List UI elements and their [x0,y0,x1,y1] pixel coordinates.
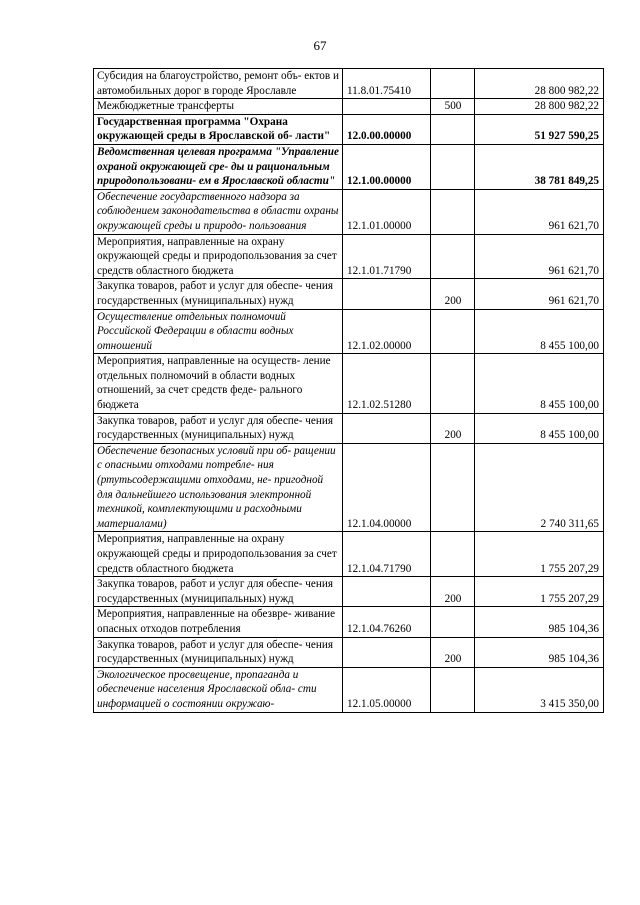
table-row [94,413,604,443]
row-sum: 28 800 982,22 [475,69,604,99]
row-name: Закупка товаров, работ и услуг для обеспе- чения государственных (муниципальных) нужд [94,637,343,667]
table-row [94,667,604,712]
row-code: 12.1.05.00000 [343,667,431,712]
table-row [94,443,604,532]
row-sum: 985 104,36 [475,637,604,667]
row-expense-type [431,189,475,234]
row-code: 12.1.04.71790 [343,532,431,577]
row-expense-type [431,69,475,99]
row-name: Осуществление отдельных полномочий Российской Федерации в области водных отношений [94,309,343,354]
row-name: Закупка товаров, работ и услуг для обеспе- чения государственных (муниципальных) нужд [94,413,343,443]
row-name: Обеспечение государственного надзора за соблюдением законодательства в области охраны окружающей среды и природо- пользования [94,189,343,234]
row-name: Мероприятия, направленные на обезвре- живание опасных отходов потребления [94,607,343,637]
row-sum: 961 621,70 [475,234,604,279]
row-expense-type: 200 [431,577,475,607]
row-expense-type [431,607,475,637]
row-name: Мероприятия, направленные на охрану окружающей среды и природопользования за счет средств областного бюджета [94,532,343,577]
row-sum: 961 621,70 [475,279,604,309]
row-expense-type [431,354,475,413]
row-expense-type [431,532,475,577]
row-code [343,577,431,607]
row-expense-type [431,234,475,279]
row-name: Обеспечение безопасных условий при об- ращении с опасными отходами потребле- ния (ртутьсодержащими отходами, не- пригодной для дальнейшего использования электронной техникой, комплектующими и расходными материалами) [94,443,343,532]
table-row [94,607,604,637]
row-expense-type [431,114,475,144]
row-sum: 51 927 590,25 [475,114,604,144]
row-name: Государственная программа "Охрана окружающей среды в Ярославской об- ласти" [94,114,343,144]
row-code: 12.1.00.00000 [343,144,431,189]
row-sum: 28 800 982,22 [475,99,604,115]
table-row [94,532,604,577]
row-code: 12.1.02.00000 [343,309,431,354]
table-row [94,354,604,413]
row-sum: 2 740 311,65 [475,443,604,532]
row-sum: 1 755 207,29 [475,532,604,577]
row-name: Мероприятия, направленные на осуществ- ление отдельных полномочий в области водных отношений, за счет средств феде- рального бюджета [94,354,343,413]
row-code [343,637,431,667]
row-code: 12.1.01.00000 [343,189,431,234]
row-name: Межбюджетные трансферты [94,99,343,115]
page-number: 67 [313,38,327,53]
row-expense-type [431,309,475,354]
row-sum: 8 455 100,00 [475,413,604,443]
row-sum: 961 621,70 [475,189,604,234]
table-row [94,114,604,144]
row-name: Закупка товаров, работ и услуг для обеспе- чения государственных (муниципальных) нужд [94,577,343,607]
row-code: 12.1.04.76260 [343,607,431,637]
row-expense-type [431,144,475,189]
row-code: 11.8.01.75410 [343,69,431,99]
budget-table [93,68,604,713]
table-row [94,189,604,234]
row-expense-type: 500 [431,99,475,115]
table-row [94,234,604,279]
row-name: Закупка товаров, работ и услуг для обеспе- чения государственных (муниципальных) нужд [94,279,343,309]
row-expense-type [431,443,475,532]
row-name: Мероприятия, направленные на охрану окружающей среды и природопользования за счет средств областного бюджета [94,234,343,279]
table-row [94,637,604,667]
row-code: 12.1.01.71790 [343,234,431,279]
row-sum: 8 455 100,00 [475,309,604,354]
row-expense-type: 200 [431,279,475,309]
row-code: 12.1.04.00000 [343,443,431,532]
row-sum: 8 455 100,00 [475,354,604,413]
row-code [343,99,431,115]
budget-table-body [94,69,604,713]
row-expense-type: 200 [431,637,475,667]
row-code [343,279,431,309]
table-row [94,577,604,607]
row-code [343,413,431,443]
row-code: 12.0.00.00000 [343,114,431,144]
row-sum: 985 104,36 [475,607,604,637]
table-row [94,279,604,309]
row-sum: 3 415 350,00 [475,667,604,712]
row-sum: 1 755 207,29 [475,577,604,607]
table-row [94,309,604,354]
table-row [94,69,604,99]
row-sum: 38 781 849,25 [475,144,604,189]
table-row [94,144,604,189]
table-row [94,99,604,115]
row-code: 12.1.02.51280 [343,354,431,413]
row-name: Субсидия на благоустройство, ремонт объ- ектов и автомобильных дорог в городе Ярославле [94,69,343,99]
row-expense-type: 200 [431,413,475,443]
row-name: Ведомственная целевая программа "Управление охраной окружающей сре- ды и рациональным природопользовани- ем в Ярославской области" [94,144,343,189]
row-expense-type [431,667,475,712]
row-name: Экологическое просвещение, пропаганда и обеспечение населения Ярославской обла- сти информацией о состоянии окружаю- [94,667,343,712]
